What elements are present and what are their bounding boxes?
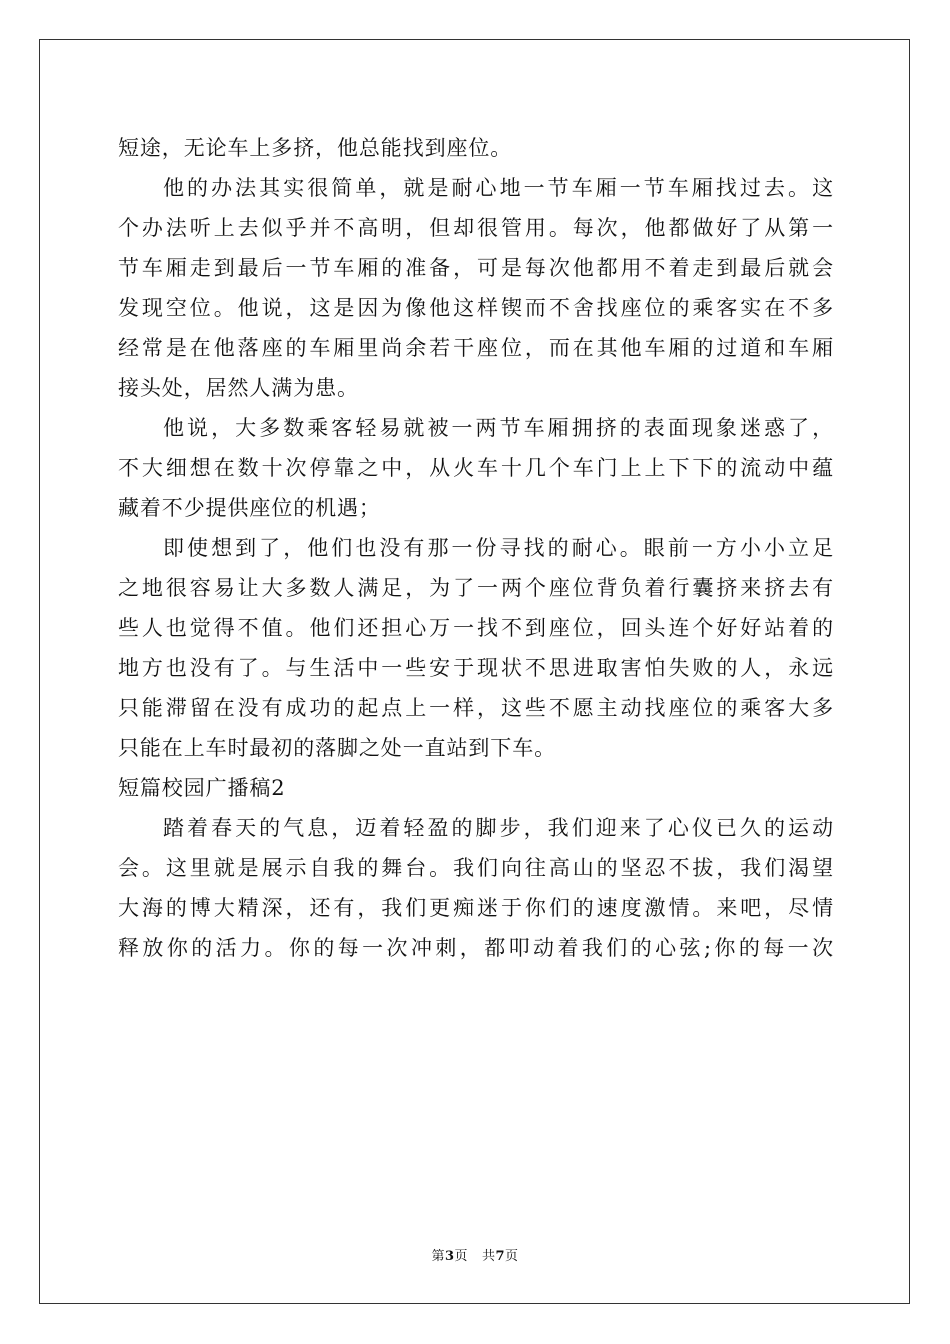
page-number-prefix: 第 (431, 1249, 445, 1264)
paragraph-line: 藏着不少提供座位的机遇； (118, 496, 381, 520)
paragraph-line: 他的办法其实很简单，就是耐心地一节车厢一节车厢找过去。这 (163, 176, 834, 200)
paragraph-line: 只能滞留在没有成功的起点上一样，这些不愿主动找座位的乘客大多 (118, 696, 834, 720)
paragraph-line: 接头处，居然人满为患。 (118, 376, 359, 400)
paragraph-line: 只能在上车时最初的落脚之处一直站到下车。 (118, 736, 556, 760)
paragraph-line: 经常是在他落座的车厢里尚余若干座位，而在其他车厢的过道和车厢 (118, 336, 834, 360)
page-total: 7 (495, 1249, 506, 1264)
paragraph-line: 地方也没有了。与生活中一些安于现状不思进取害怕失败的人，永远 (118, 656, 834, 680)
paragraph-line: 之地很容易让大多数人满足，为了一两个座位背负着行囊挤来挤去有 (118, 576, 834, 600)
page-number-suffix: 页 (454, 1249, 469, 1264)
paragraph-line: 即使想到了，他们也没有那一份寻找的耐心。眼前一方小小立足 (163, 536, 834, 560)
paragraph-line: 会。这里就是展示自我的舞台。我们向往高山的坚忍不拔，我们渴望 (118, 856, 834, 880)
page-total-suffix: 页 (505, 1249, 519, 1264)
paragraph-line: 释放你的活力。你的每一次冲刺，都叩动着我们的心弦;你的每一次 (118, 936, 834, 960)
paragraph-line: 些人也觉得不值。他们还担心万一找不到座位，回头连个好好站着的 (118, 616, 834, 640)
paragraph-line: 短途，无论车上多挤，他总能找到座位。 (118, 136, 513, 160)
document-body (118, 128, 834, 968)
paragraph-line: 踏着春天的气息，迈着轻盈的脚步，我们迎来了心仪已久的运动 (163, 816, 834, 840)
paragraph-line: 发现空位。他说，这是因为像他这样锲而不舍找座位的乘客实在不多 (118, 296, 834, 320)
paragraph-line: 不大细想在数十次停靠之中，从火车十几个车门上上下下的流动中蕴 (118, 456, 834, 480)
paragraph-line: 个办法听上去似乎并不高明，但却很管用。每次，他都做好了从第一 (118, 216, 834, 240)
paragraph-line: 节车厢走到最后一节车厢的准备，可是每次他都用不着走到最后就会 (118, 256, 834, 280)
paragraph-line: 他说，大多数乘客轻易就被一两节车厢拥挤的表面现象迷惑了， (163, 416, 834, 440)
page-total-prefix: 共 (481, 1249, 496, 1264)
section-heading: 短篇校园广播稿2 (118, 776, 286, 800)
page-footer (0, 1245, 950, 1264)
paragraph-line: 大海的博大精深，还有，我们更痴迷于你们的速度激情。来吧，尽情 (118, 896, 834, 920)
page-number-current: 3 (444, 1249, 455, 1264)
